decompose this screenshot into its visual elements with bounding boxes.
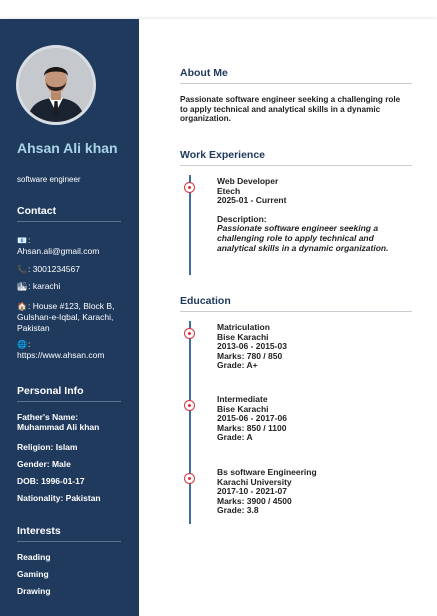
- about-divider: [180, 83, 412, 84]
- education-period: 2013-06 - 2015-03: [217, 341, 287, 352]
- education-marks: Marks: 850 / 1100: [217, 422, 287, 433]
- info-father: [17, 412, 129, 432]
- contact-address-value: House #123, Block B, Gulshan-e-Iqbal, Karachi, Pakistan: [17, 301, 115, 333]
- interest-item: Drawing: [17, 586, 51, 596]
- contact-website-value: https://www.ahsan.com: [17, 350, 105, 360]
- education-degree: Intermediate: [217, 394, 268, 404]
- interests-section-title: Interests: [17, 525, 61, 537]
- contact-website[interactable]: 🌐: https://www.ahsan.com: [17, 339, 105, 360]
- interests-divider: [17, 541, 121, 542]
- about-text: Passionate software engineer seeking a challenging role to apply technical and analytical skills in a dynamic organization.: [180, 95, 401, 123]
- avatar: [16, 45, 96, 125]
- profile-name: Ahsan Ali khan: [17, 140, 118, 156]
- education-degree: Bs software Engineering: [217, 467, 317, 477]
- info-dob-value: 1996-01-17: [41, 476, 85, 486]
- about-section-title: About Me: [180, 67, 228, 79]
- email-icon: 📧: [17, 236, 27, 245]
- profile-photo: [19, 48, 93, 122]
- timeline-dot-icon: [184, 400, 195, 411]
- education-period: 2015-06 - 2017-06: [217, 413, 287, 424]
- contact-city: 🏙: karachi: [17, 281, 61, 291]
- info-nationality: [17, 493, 129, 503]
- timeline-dot-icon: [184, 328, 195, 339]
- personal-divider: [17, 401, 121, 402]
- education-degree: Matriculation: [217, 322, 270, 332]
- work-divider: [180, 165, 412, 166]
- work-description: Passionate software engineer seeking a challenging role to apply technical and analytical skills in a dynamic organization.: [217, 223, 389, 253]
- work-section-title: Work Experience: [180, 149, 266, 161]
- education-institute: Bise Karachi: [217, 331, 269, 342]
- contact-phone-value: 3001234567: [32, 264, 80, 274]
- contact-city-value: karachi: [32, 281, 61, 291]
- info-dob: [17, 476, 129, 486]
- info-religion: [17, 442, 129, 452]
- info-gender-label: Gender:: [17, 459, 50, 469]
- work-description-label: Description:: [217, 213, 267, 224]
- globe-icon: 🌐: [17, 340, 27, 349]
- info-gender: [17, 459, 129, 469]
- info-father-value: Muhammad Ali khan: [17, 422, 100, 432]
- timeline-dot-icon: [184, 182, 195, 193]
- timeline-dot-icon: [184, 473, 195, 484]
- contact-email-value: Ahsan.ali@gmail.com: [17, 246, 100, 256]
- info-religion-value: Islam: [55, 442, 78, 452]
- education-entry: [217, 395, 412, 443]
- work-period: 2025-01 - Current: [217, 195, 287, 206]
- education-timeline-line: [189, 321, 191, 524]
- contact-address: 🏠: House #123, Block B, Gulshan-e-Iqbal, Karachi, Pakistan: [17, 301, 115, 333]
- interest-item: Gaming: [17, 569, 49, 579]
- contact-phone[interactable]: 📞: 3001234567: [17, 264, 80, 274]
- info-religion-label: Religion:: [17, 442, 54, 452]
- education-entry: [217, 468, 412, 516]
- profile-role: software engineer: [17, 175, 81, 184]
- info-gender-value: Male: [51, 459, 71, 469]
- education-grade: Grade: 3.8: [217, 505, 259, 516]
- work-entry: [217, 177, 412, 253]
- education-period: 2017-10 - 2021-07: [217, 486, 287, 497]
- info-father-label: Father's Name:: [17, 412, 79, 422]
- education-institute: Bise Karachi: [217, 403, 269, 414]
- education-grade: Grade: A+: [217, 360, 258, 371]
- education-section-title: Education: [180, 295, 231, 307]
- education-institute: Karachi University: [217, 476, 292, 487]
- contact-section-title: Contact: [17, 205, 57, 217]
- education-marks: Marks: 780 / 850: [217, 350, 283, 361]
- contact-email[interactable]: 📧: Ahsan.ali@gmail.com: [17, 235, 100, 256]
- contact-divider: [17, 221, 121, 222]
- interest-item: Reading: [17, 552, 51, 562]
- work-position: Web Developer: [217, 176, 279, 186]
- education-marks: Marks: 3900 / 4500: [217, 495, 292, 506]
- info-nationality-label: Nationality:: [17, 493, 64, 503]
- education-divider: [180, 311, 412, 312]
- city-icon: 🏙: [17, 282, 28, 291]
- info-nationality-value: Pakistan: [65, 493, 101, 503]
- info-dob-label: DOB:: [17, 476, 39, 486]
- home-icon: 🏠: [17, 302, 27, 311]
- education-grade: Grade: A: [217, 432, 253, 443]
- education-entry: [217, 323, 412, 371]
- resume-page: [0, 19, 437, 616]
- sidebar: [0, 19, 139, 616]
- personal-section-title: Personal Info: [17, 385, 84, 397]
- work-company: Etech: [217, 185, 241, 196]
- phone-icon: 📞: [17, 265, 27, 274]
